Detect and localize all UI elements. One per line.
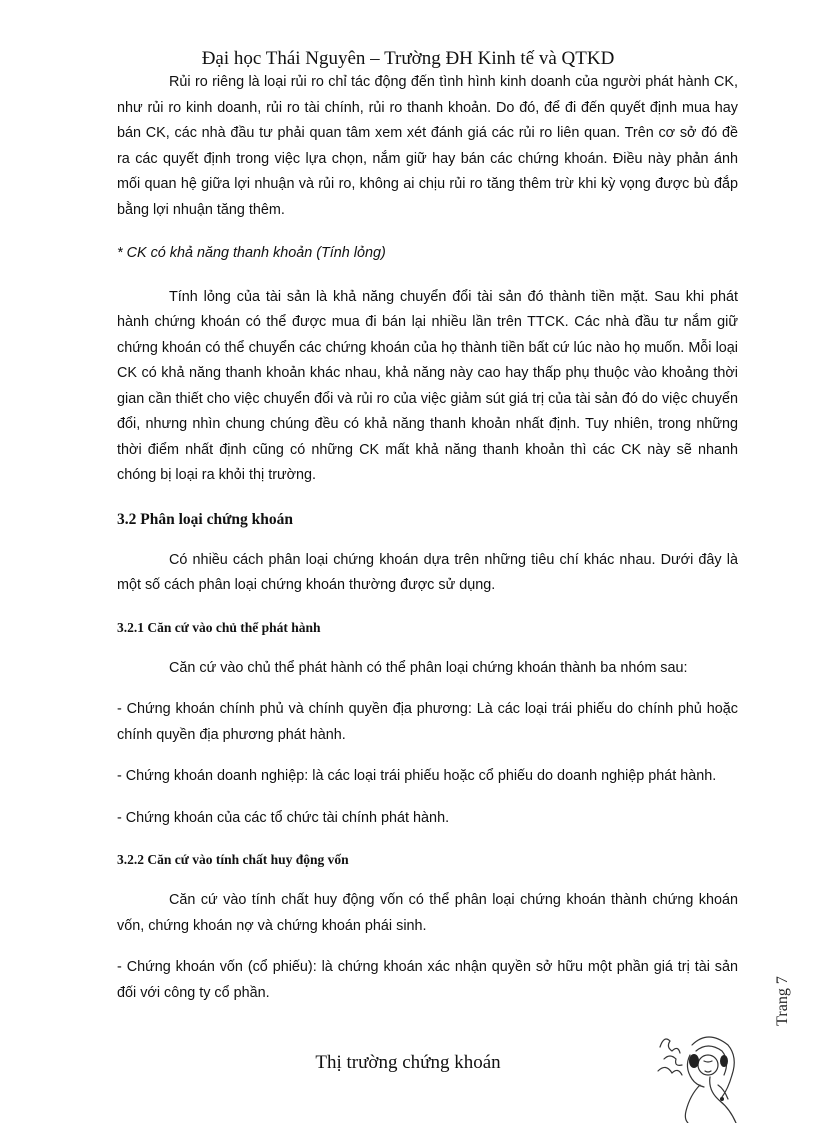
list-item-financial: - Chứng khoán của các tổ chức tài chính phát hành.: [117, 809, 450, 826]
page-footer: Thị trường chứng khoán: [315, 1052, 501, 1073]
girl-with-headphones-sketch-icon: [650, 1025, 745, 1123]
paragraph-liquidity: Tính lỏng của tài sản là khả năng chuyển đổi tài sản đó thành tiền mặt. Sau khi phát hành chứng khoán có thể được mua đi bán lại nhiều lần trên TTCK. Các nhà đầu tư nắm giữ chứng khoán có thể chuyển các chứng khoán của họ thành tiền bất cứ lúc nào họ muốn. Mỗi loại CK có khả năng thanh khoản khác nhau, khả năng này cao hay thấp phụ thuộc vào khoảng thời gian cần thiết cho việc chuyển đổi và rủi ro của việc giảm sút giá trị của tài sản đó do việc chuyển đổi, nhưng nhìn chung chúng đều có khả năng thanh khoản nhất định. Tuy nhiên, trong những thời điểm nhất định cũng có những CK mất khả năng thanh khoản thì các CK này sẽ nhanh chóng bị loại ra khỏi thị trường.: [117, 288, 738, 483]
paragraph-specific-risk: Rủi ro riêng là loại rủi ro chỉ tác động đến tình hình kinh doanh của người phát hành CK, như rủi ro kinh doanh, rủi ro tài chính, rủi ro thanh khoản. Do đó, để đi đến quyết định mua hay bán CK, các nhà đầu tư phải quan tâm xem xét đánh giá các rủi ro liên quan. Trên cơ sở đó đề ra các quyết định trong việc lựa chọn, nắm giữ hay bán các chứng khoán. Điều này phản ánh mối quan hệ giữa lợi nhuận và rủi ro, không ai chịu rủi ro tăng thêm trừ khi kỳ vọng được bù đắp bằng lợi nhuận tăng thêm.: [117, 74, 738, 218]
subsection-title-capital: 3.2.2 Căn cứ vào tính chất huy động vốn: [117, 852, 349, 867]
page-content: [117, 70, 738, 1006]
section-title: 3.2 Phân loại chứng khoán: [117, 510, 293, 528]
list-item-equity: - Chứng khoán vốn (cổ phiếu): là chứng khoán xác nhận quyền sở hữu một phần giá trị tài sản đối với công ty cổ phần.: [117, 959, 738, 1001]
page-number-label: [768, 966, 798, 1036]
page-number-text: Trang 7: [774, 976, 792, 1026]
paragraph-classification-intro: Có nhiều cách phân loại chứng khoán dựa trên những tiêu chí khác nhau. Dưới đây là một số cách phân loại chứng khoán thường được sử dụng.: [117, 551, 738, 593]
paragraph-issuer-intro: Căn cứ vào chủ thể phát hành có thể phân loại chứng khoán thành ba nhóm sau:: [169, 659, 688, 676]
paragraph-capital-intro: Căn cứ vào tính chất huy động vốn có thể phân loại chứng khoán thành chứng khoán vốn, chứng khoán nợ và chứng khoán phái sinh.: [117, 892, 738, 934]
page-header: Đại học Thái Nguyên – Trường ĐH Kinh tế và QTKD: [201, 48, 615, 69]
subsection-title-issuer: 3.2.1 Căn cứ vào chủ thể phát hành: [117, 619, 321, 635]
list-item-government: - Chứng khoán chính phủ và chính quyền địa phương: Là các loại trái phiếu do chính phủ hoặc chính quyền địa phương phát hành.: [117, 701, 738, 743]
liquidity-heading: * CK có khả năng thanh khoản (Tính lỏng): [117, 245, 386, 261]
list-item-enterprise: - Chứng khoán doanh nghiệp: là các loại trái phiếu hoặc cổ phiếu do doanh nghiệp phát hành.: [117, 768, 717, 784]
